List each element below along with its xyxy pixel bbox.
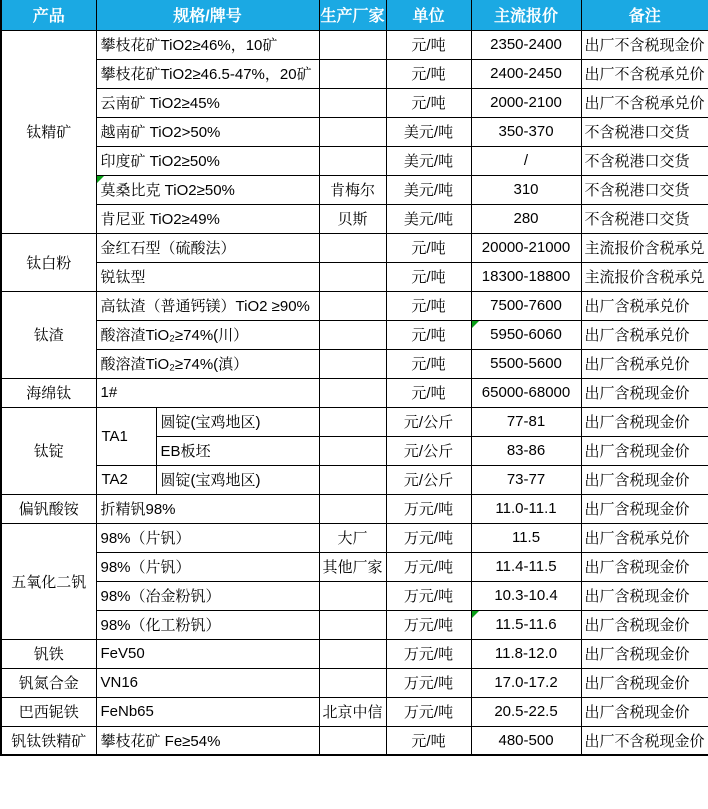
grade-cell	[96, 465, 156, 494]
product-cell	[1, 407, 96, 494]
note-cell	[581, 378, 708, 407]
table-row	[1, 639, 708, 668]
table-row	[1, 407, 708, 436]
manufacturer-cell	[319, 291, 386, 320]
unit-cell-text: 元/吨	[411, 298, 446, 315]
manufacturer-cell	[319, 175, 386, 204]
price-cell	[471, 117, 581, 146]
unit-cell-text: 美元/吨	[403, 211, 454, 228]
product-cell-text: 偏钒酸铵	[18, 501, 79, 518]
note-cell-text: 出厂含税现金价	[584, 414, 690, 431]
price-cell	[471, 523, 581, 552]
manufacturer-cell	[319, 610, 386, 639]
note-cell-text: 出厂含税承兑价	[584, 530, 690, 547]
note-cell-text: 出厂含税现金价	[584, 443, 690, 460]
price-cell	[471, 610, 581, 639]
manufacturer-cell	[319, 523, 386, 552]
spec-cell	[96, 349, 319, 378]
table-row	[1, 581, 708, 610]
table-row	[1, 117, 708, 146]
spec-cell-text: 越南矿 TiO2>50%	[100, 124, 221, 141]
manufacturer-cell	[319, 494, 386, 523]
note-cell-text: 出厂含税现金价	[584, 559, 690, 576]
table-row	[1, 668, 708, 697]
comment-marker-icon	[97, 176, 104, 183]
spec-cell-text: 1#	[100, 384, 118, 401]
unit-cell-text: 元/吨	[411, 66, 446, 83]
spec-cell-text: 98%（片钒）	[100, 530, 191, 547]
unit-cell-text: 万元/吨	[403, 675, 454, 692]
spec-cell	[96, 88, 319, 117]
unit-cell-text: 元/吨	[411, 732, 446, 750]
price-cell	[471, 320, 581, 349]
spec-cell-text: 98%（化工粉钒）	[100, 617, 221, 634]
product-cell	[1, 30, 96, 233]
note-cell-text: 出厂含税现金价	[584, 588, 690, 605]
unit-cell	[386, 262, 471, 291]
manufacturer-cell-text: 大厂	[337, 530, 368, 547]
unit-cell	[386, 697, 471, 726]
note-cell-text: 出厂不含税现金价	[584, 37, 705, 54]
note-cell	[581, 407, 708, 436]
table-row	[1, 175, 708, 204]
unit-cell	[386, 639, 471, 668]
price-cell	[471, 465, 581, 494]
note-cell-text: 出厂不含税现金价	[584, 732, 705, 750]
table-row	[1, 88, 708, 117]
price-cell-text: 280	[513, 210, 539, 227]
spec-cell	[96, 581, 319, 610]
note-cell-text: 出厂含税现金价	[584, 501, 690, 518]
manufacturer-cell-text: 其他厂家	[322, 559, 383, 576]
spec-cell-text: 攀枝花矿 Fe≥54%	[100, 732, 221, 750]
product-cell	[1, 639, 96, 668]
unit-cell	[386, 146, 471, 175]
unit-cell-text: 美元/吨	[403, 182, 454, 199]
note-cell	[581, 30, 708, 59]
price-cell-text: 2400-2450	[490, 65, 562, 82]
spec-cell	[96, 30, 319, 59]
price-cell-text: 83-86	[506, 442, 546, 459]
table-row	[1, 59, 708, 88]
note-cell	[581, 610, 708, 639]
spec-cell	[96, 523, 319, 552]
price-cell	[471, 262, 581, 291]
product-cell-text: 钛渣	[33, 327, 64, 344]
price-cell	[471, 494, 581, 523]
unit-cell	[386, 494, 471, 523]
spec-cell-text: 金红石型（硫酸法）	[100, 240, 236, 257]
unit-cell-text: 美元/吨	[403, 153, 454, 170]
spec-cell-text: 折精钒98%	[100, 501, 176, 518]
unit-cell	[386, 175, 471, 204]
price-cell-text: 2350-2400	[490, 36, 562, 53]
price-cell-text: 11.0-11.1	[495, 500, 557, 517]
product-cell-text: 钛精矿	[26, 124, 72, 141]
unit-cell	[386, 436, 471, 465]
spec-cell	[96, 639, 319, 668]
price-cell	[471, 581, 581, 610]
unit-cell	[386, 407, 471, 436]
unit-cell-text: 元/吨	[411, 269, 446, 286]
price-cell-text: 17.0-17.2	[494, 674, 558, 691]
price-cell-text: 11.5-11.6	[495, 616, 557, 633]
spec-cell-text: 印度矿 TiO2≥50%	[100, 153, 220, 170]
table-row	[1, 30, 708, 59]
price-cell	[471, 668, 581, 697]
spec-cell	[96, 610, 319, 639]
price-cell-text: 11.5	[511, 529, 541, 546]
unit-cell	[386, 291, 471, 320]
unit-cell	[386, 233, 471, 262]
product-cell-text: 巴西铌铁	[18, 704, 79, 721]
unit-cell	[386, 320, 471, 349]
manufacturer-cell	[319, 146, 386, 175]
note-cell-text: 出厂含税现金价	[584, 646, 690, 663]
manufacturer-cell	[319, 262, 386, 291]
table-row	[1, 697, 708, 726]
note-cell-text: 不含税港口交货	[584, 153, 690, 170]
spec-cell	[96, 175, 319, 204]
spec-cell	[96, 378, 319, 407]
note-cell	[581, 552, 708, 581]
spec-cell-text: 肯尼亚 TiO2≥49%	[100, 211, 220, 228]
unit-cell-text: 万元/吨	[403, 588, 454, 605]
manufacturer-cell	[319, 465, 386, 494]
manufacturer-cell	[319, 59, 386, 88]
unit-cell	[386, 349, 471, 378]
price-cell	[471, 697, 581, 726]
unit-cell	[386, 117, 471, 146]
note-cell	[581, 668, 708, 697]
product-cell	[1, 523, 96, 639]
product-cell	[1, 494, 96, 523]
manufacturer-cell	[319, 407, 386, 436]
price-cell-text: 11.8-12.0	[494, 645, 558, 662]
spec-cell-text: 98%（冶金粉钒）	[100, 588, 221, 605]
manufacturer-cell	[319, 233, 386, 262]
unit-cell	[386, 581, 471, 610]
spec-cell	[96, 726, 319, 755]
product-cell-text: 钒钛铁精矿	[11, 732, 87, 750]
unit-cell	[386, 88, 471, 117]
note-cell-text: 主流报价含税承兑	[584, 240, 705, 257]
table-row	[1, 465, 708, 494]
product-cell	[1, 291, 96, 378]
manufacturer-cell	[319, 378, 386, 407]
grade-cell-text: TA2	[101, 471, 128, 488]
price-cell-text: 310	[513, 181, 539, 198]
spec-cell-text: 酸溶渣TiO₂≥74%(滇）	[100, 356, 249, 373]
spec-cell	[96, 59, 319, 88]
manufacturer-cell	[319, 320, 386, 349]
unit-cell-text: 元/吨	[411, 385, 446, 402]
header-product: 产品	[1, 0, 96, 30]
spec-cell-text: 圆锭(宝鸡地区)	[160, 414, 261, 431]
table-row	[1, 726, 708, 755]
unit-cell-text: 万元/吨	[403, 501, 454, 518]
product-cell-text: 钒氮合金	[18, 675, 79, 692]
manufacturer-cell	[319, 668, 386, 697]
manufacturer-cell	[319, 697, 386, 726]
price-cell-text: 2000-2100	[490, 94, 562, 111]
table-row	[1, 552, 708, 581]
manufacturer-cell	[319, 436, 386, 465]
unit-cell-text: 元/公斤	[403, 443, 454, 460]
manufacturer-cell	[319, 204, 386, 233]
note-cell	[581, 523, 708, 552]
header-note: 备注	[581, 0, 708, 30]
spec-cell	[96, 494, 319, 523]
note-cell-text: 出厂含税承兑价	[584, 298, 690, 315]
product-cell	[1, 697, 96, 726]
spec-cell-text: 98%（片钒）	[100, 559, 191, 576]
header-manufacturer: 生产厂家	[319, 0, 386, 30]
spec-cell	[156, 436, 319, 465]
unit-cell-text: 万元/吨	[403, 530, 454, 547]
note-cell	[581, 146, 708, 175]
manufacturer-cell-text: 北京中信	[322, 704, 383, 721]
product-cell-text: 海绵钛	[26, 385, 72, 402]
price-cell-text: /	[523, 152, 529, 169]
comment-marker-icon	[472, 611, 479, 618]
spec-cell	[96, 233, 319, 262]
price-cell-text: 480-500	[498, 731, 554, 749]
note-cell	[581, 262, 708, 291]
unit-cell	[386, 204, 471, 233]
unit-cell	[386, 465, 471, 494]
note-cell	[581, 59, 708, 88]
spec-cell-text: 攀枝花矿TiO2≥46%，10矿	[100, 37, 278, 54]
spec-cell-text: 攀枝花矿TiO2≥46.5-47%，20矿	[100, 66, 312, 83]
manufacturer-cell	[319, 552, 386, 581]
manufacturer-cell	[319, 726, 386, 755]
manufacturer-cell	[319, 581, 386, 610]
price-cell	[471, 726, 581, 755]
header-spec: 规格/牌号	[96, 0, 319, 30]
price-cell	[471, 59, 581, 88]
price-cell	[471, 349, 581, 378]
price-cell-text: 7500-7600	[490, 297, 562, 314]
spec-cell	[96, 697, 319, 726]
price-cell	[471, 639, 581, 668]
spec-cell	[96, 117, 319, 146]
manufacturer-cell-text: 贝斯	[337, 211, 368, 228]
price-cell	[471, 88, 581, 117]
unit-cell	[386, 668, 471, 697]
table-row	[1, 494, 708, 523]
spec-cell-text: VN16	[100, 674, 139, 691]
table-row	[1, 349, 708, 378]
unit-cell-text: 万元/吨	[403, 559, 454, 576]
grade-cell	[96, 407, 156, 465]
manufacturer-cell	[319, 639, 386, 668]
spec-cell-text: 莫桑比克 TiO2≥50%	[100, 182, 235, 199]
spec-cell	[156, 407, 319, 436]
table-row	[1, 146, 708, 175]
price-cell	[471, 146, 581, 175]
price-cell-text: 65000-68000	[481, 384, 571, 401]
unit-cell	[386, 610, 471, 639]
table-row	[1, 262, 708, 291]
manufacturer-cell	[319, 349, 386, 378]
product-cell-text: 钒铁	[33, 646, 64, 663]
price-cell	[471, 407, 581, 436]
manufacturer-cell	[319, 117, 386, 146]
price-cell-text: 20000-21000	[481, 239, 571, 256]
spec-cell	[96, 320, 319, 349]
spec-cell	[96, 552, 319, 581]
spec-cell-text: 酸溶渣TiO₂≥74%(川）	[100, 327, 249, 344]
note-cell	[581, 117, 708, 146]
unit-cell-text: 元/吨	[411, 327, 446, 344]
note-cell-text: 不含税港口交货	[584, 211, 690, 228]
unit-cell-text: 元/公斤	[403, 472, 454, 489]
product-cell-text: 钛白粉	[26, 254, 72, 272]
table-row	[1, 378, 708, 407]
note-cell-text: 出厂含税现金价	[584, 675, 690, 692]
price-cell-text: 5500-5600	[490, 355, 562, 372]
spec-cell-text: 锐钛型	[100, 269, 146, 286]
product-cell	[1, 668, 96, 697]
spec-cell	[96, 262, 319, 291]
table-row	[1, 233, 708, 262]
price-cell	[471, 204, 581, 233]
table-row	[1, 291, 708, 320]
table-row	[1, 204, 708, 233]
spec-cell-text: FeV50	[100, 645, 145, 662]
note-cell-text: 主流报价含税承兑	[584, 269, 705, 286]
note-cell	[581, 639, 708, 668]
price-cell	[471, 175, 581, 204]
unit-cell-text: 万元/吨	[403, 646, 454, 663]
price-cell	[471, 233, 581, 262]
unit-cell	[386, 726, 471, 755]
unit-cell-text: 元/吨	[411, 240, 446, 257]
note-cell-text: 不含税港口交货	[584, 182, 690, 199]
price-cell	[471, 436, 581, 465]
note-cell	[581, 175, 708, 204]
unit-cell-text: 元/公斤	[403, 414, 454, 431]
note-cell-text: 出厂含税承兑价	[584, 327, 690, 344]
price-cell-text: 77-81	[506, 413, 546, 430]
unit-cell-text: 元/吨	[411, 95, 446, 112]
manufacturer-cell	[319, 88, 386, 117]
price-cell-text: 20.5-22.5	[494, 703, 558, 720]
spec-cell	[96, 146, 319, 175]
unit-cell	[386, 30, 471, 59]
comment-marker-icon	[472, 321, 479, 328]
note-cell-text: 出厂不含税承兑价	[584, 66, 705, 83]
spec-cell-text: EB板坯	[160, 443, 211, 460]
note-cell	[581, 697, 708, 726]
product-cell	[1, 726, 96, 755]
spec-cell-text: 高钛渣（普通钙镁）TiO2 ≥90%	[100, 298, 310, 315]
spec-cell-text: FeNb65	[100, 703, 154, 720]
spec-cell	[96, 668, 319, 697]
product-cell-text: 钛锭	[33, 443, 64, 460]
unit-cell-text: 万元/吨	[403, 617, 454, 634]
note-cell	[581, 726, 708, 755]
header-row	[1, 0, 708, 30]
note-cell	[581, 204, 708, 233]
price-cell-text: 5950-6060	[490, 326, 562, 343]
price-cell	[471, 378, 581, 407]
unit-cell	[386, 523, 471, 552]
price-cell	[471, 552, 581, 581]
note-cell-text: 出厂含税现金价	[584, 472, 690, 489]
unit-cell	[386, 59, 471, 88]
note-cell	[581, 233, 708, 262]
price-cell	[471, 291, 581, 320]
product-cell-text: 五氧化二钒	[11, 573, 87, 591]
table-row	[1, 320, 708, 349]
unit-cell	[386, 552, 471, 581]
unit-cell-text: 元/吨	[411, 37, 446, 54]
manufacturer-cell-text: 肯梅尔	[330, 182, 376, 199]
note-cell	[581, 494, 708, 523]
note-cell-text: 出厂不含税承兑价	[584, 95, 705, 112]
note-cell-text: 出厂含税承兑价	[584, 356, 690, 373]
spec-cell-text: 云南矿 TiO2≥45%	[100, 95, 220, 112]
price-cell	[471, 30, 581, 59]
spec-cell	[96, 204, 319, 233]
note-cell	[581, 349, 708, 378]
spec-cell	[96, 291, 319, 320]
spec-cell	[156, 465, 319, 494]
table-row	[1, 610, 708, 639]
note-cell	[581, 465, 708, 494]
note-cell-text: 不含税港口交货	[584, 124, 690, 141]
grade-cell-text: TA1	[101, 427, 128, 445]
price-cell-text: 11.4-11.5	[495, 558, 557, 575]
manufacturer-cell	[319, 30, 386, 59]
note-cell	[581, 320, 708, 349]
note-cell	[581, 291, 708, 320]
price-cell-text: 350-370	[498, 123, 554, 140]
note-cell-text: 出厂含税现金价	[584, 617, 690, 634]
unit-cell-text: 美元/吨	[403, 124, 454, 141]
price-cell-text: 10.3-10.4	[494, 587, 558, 604]
note-cell-text: 出厂含税现金价	[584, 385, 690, 402]
note-cell-text: 出厂含税现金价	[584, 704, 690, 721]
note-cell	[581, 581, 708, 610]
product-cell	[1, 233, 96, 291]
unit-cell	[386, 378, 471, 407]
header-price: 主流报价	[471, 0, 581, 30]
unit-cell-text: 万元/吨	[403, 704, 454, 721]
note-cell	[581, 436, 708, 465]
note-cell	[581, 88, 708, 117]
header-unit: 单位	[386, 0, 471, 30]
price-cell-text: 73-77	[506, 471, 546, 488]
spec-cell-text: 圆锭(宝鸡地区)	[160, 472, 261, 489]
product-cell	[1, 378, 96, 407]
table-row	[1, 523, 708, 552]
price-cell-text: 18300-18800	[481, 268, 571, 285]
unit-cell-text: 元/吨	[411, 356, 446, 373]
